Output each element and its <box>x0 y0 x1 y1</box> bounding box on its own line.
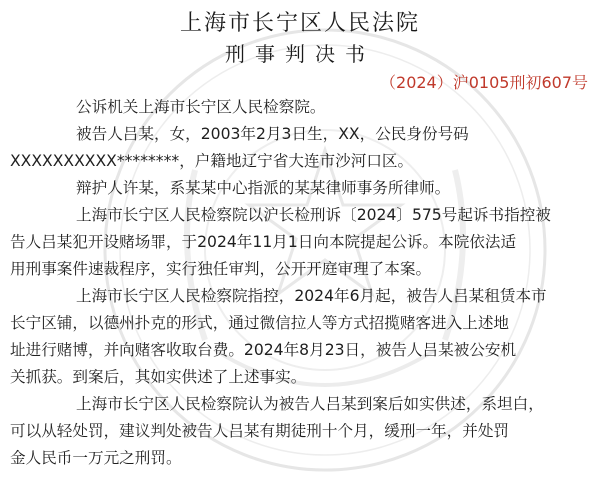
paragraph-indictment-line3: 用刑事案件速裁程序，实行独任审判，公开开庭审理了本案。 <box>10 260 432 278</box>
court-name: 上海市长宁区人民法院 <box>179 11 420 36</box>
paragraph-sentencing-line3: 金人民币一万元之刑罚。 <box>10 449 182 467</box>
paragraph-charge-line4: 关抓获。到案后，其如实供述了上述事实。 <box>10 368 307 386</box>
paragraph-prosecutor: 公诉机关上海市长宁区人民检察院。 <box>76 98 326 116</box>
paragraph-defender: 辩护人许某，系某某中心指派的某某律师事务所律师。 <box>76 179 451 197</box>
paragraph-sentencing-line2: 可以从轻处罚，建议判处被告人吕某有期徒刑十个月，缓刑一年，并处罚 <box>10 422 510 440</box>
paragraph-defendant-cont: XXXXXXXXXX********，户籍地辽宁省大连市沙河口区。 <box>10 152 414 170</box>
paragraph-charge-line1: 上海市长宁区人民检察院指控，2024年6月起，被告人吕某租赁本市 <box>76 287 547 305</box>
paragraph-charge-line2: 长宁区铺，以德州扑克的形式，通过微信拉人等方式招揽赌客进入上述地 <box>10 314 510 332</box>
document-type: 刑事判决书 <box>225 42 375 66</box>
case-number: （2024）沪0105刑初607号 <box>380 73 588 92</box>
paragraph-indictment-line2: 告人吕某犯开设赌场罪，于2024年11月1日向本院提起公诉。本院依法适 <box>10 233 517 251</box>
paragraph-indictment-line1: 上海市长宁区人民检察院以沪长检刑诉〔2024〕575号起诉书指控被 <box>76 206 551 224</box>
paragraph-sentencing-line1: 上海市长宁区人民检察院认为被告人吕某到案后如实供述，系坦白， <box>76 395 544 413</box>
paragraph-defendant: 被告人吕某，女，2003年2月3日生，XX，公民身份号码 <box>76 125 469 143</box>
paragraph-charge-line3: 址进行赌博，并向赌客收取台费。2024年8月23日，被告人吕某被公安机 <box>10 341 517 359</box>
judgment-body <box>10 94 592 472</box>
